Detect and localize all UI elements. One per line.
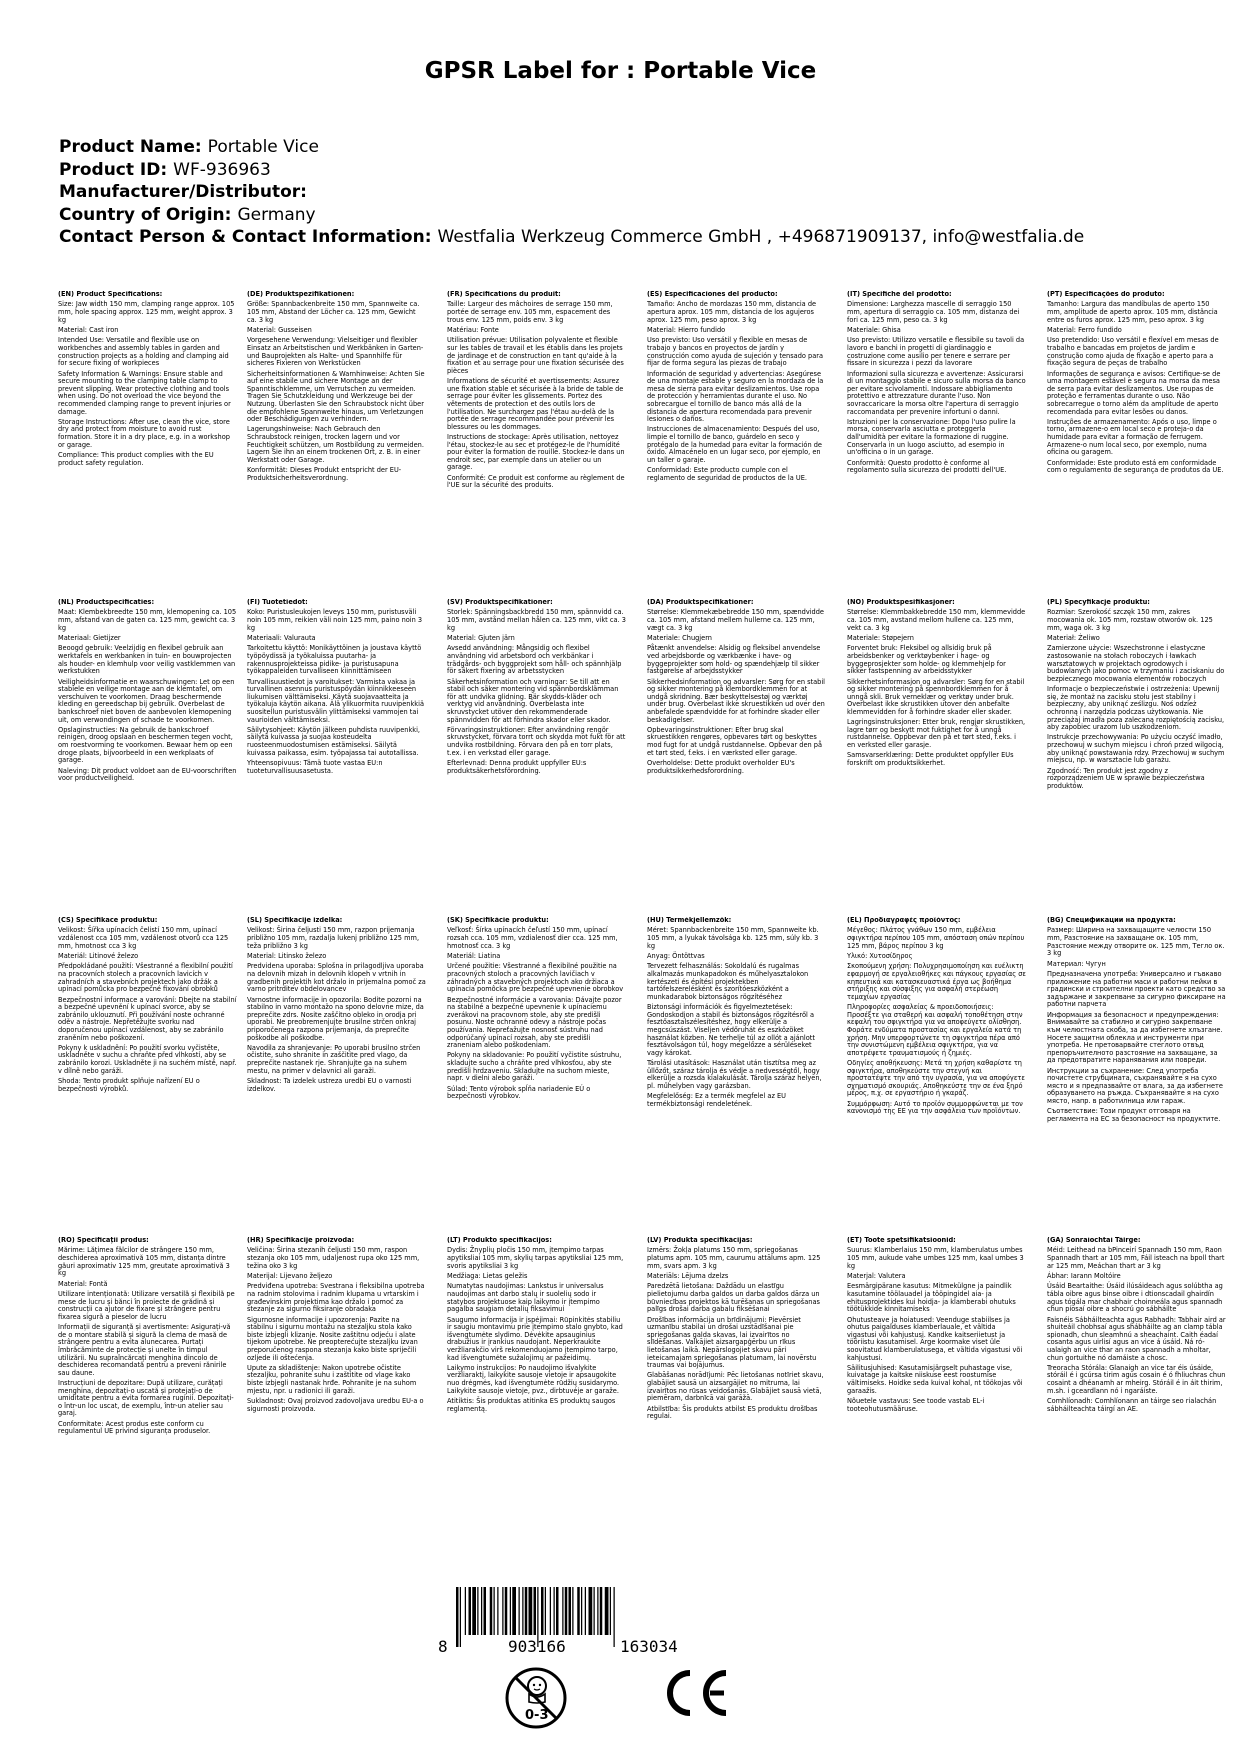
spec-block <box>447 599 626 778</box>
product-info-value: Portable Vice <box>207 137 319 157</box>
spec-paragraph: Upute za skladištenje: Nakon upotrebe očistite stezaljku, pohranite suhu i zaštitite od vlage kako biste izbjegli nastanak hrđe. Pohranite je na suhom mjestu, npr. u radionici ili garaži. <box>247 1363 417 1395</box>
spec-paragraph: Предназначена употреба: Универсално и гъвкаво приложение на работни маси и работни пейки в градински и строителни проекти като средство за задържане и закрепване за сигурно фиксиране на работни парчета <box>1047 969 1226 1009</box>
barcode-bar <box>529 1587 533 1635</box>
spec-block <box>847 1237 1026 1416</box>
spec-paragraph: Materiál: Liatina <box>447 951 501 960</box>
spec-paragraph: Koko: Puristusleukojen leveys 150 mm, puristusväli noin 105 mm, reikien väli noin 125 mm, paino noin 3 kg <box>247 608 423 632</box>
spec-paragraph: Sikkerhetsinformasjon og advarsler: Sørg for en stabil og sikker montering på spennbordklemmen for å unngå skli. Bruk verneklær og verktøy under bruk. Overbelast ikke skrustikken utover den anbefalte klemmevidden for å forhindre skader eller skader. <box>847 677 1025 716</box>
spec-paragraph: Materiale: Støpejern <box>847 633 914 642</box>
spec-paragraph: Předpokládané použití: Všestranné a flexibilní použití na pracovních stolech a pracovních lavicích v zahradních a stavebních projektech jako držák a upínací pomůcka pro bezpečné fixování obrobků <box>58 962 233 994</box>
spec-paragraph: Material: Ferro fundido <box>1047 325 1122 334</box>
spec-paragraph: Инструкции за съхранение: След употреба почистете струбцината, съхранявайте я на сухо място и я предпазвайте от влага, за да избегнете образуването на ръжда. Съхранявайте я на сухо място, напр. в работилница или гараж. <box>1047 1066 1223 1106</box>
spec-block-title: (HR) Specifikacije proizvoda: <box>247 1237 355 1244</box>
spec-paragraph: Izmērs: Žokļa platums 150 mm, spriegošanas platums apm. 105 mm, caurumu attālums apm. 125 mm, svars apm. 3 kg <box>647 1246 821 1270</box>
barcode-group-1: 903166 <box>508 1637 566 1656</box>
spec-paragraph: Säilytysohjeet: Käytön jälkeen puhdista ruuvipenkki, säilytä kuivassa ja suojaa kosteudelta ruosteenmuodostumisen estämiseksi. Säilytä kuivassa paikassa, esim. työpajassa tai autotallissa. <box>247 725 421 757</box>
barcode-bar <box>534 1587 537 1635</box>
spec-paragraph: Tarkoitettu käyttö: Monikäyttöinen ja joustava käyttö työpöydissä ja työkaluissa puutarha- ja rakennusprojekteissa pidike- ja puristusapuna työkappaleiden turvalliseen kiinnittämiseen <box>247 644 422 676</box>
spec-paragraph: Suurus: Klamberlaius 150 mm, klamberulatus umbes 105 mm, aukude vahe umbes 125 mm, kaal umbes 3 kg <box>847 1246 1024 1270</box>
spec-block <box>447 917 626 1104</box>
barcode-bar <box>522 1587 523 1635</box>
spec-paragraph: Storage Instructions: After use, clean the vice, store dry and protect from moisture to avoid rust formation. Store it in a dry place, e.g. in a workshop or garage. <box>58 417 230 449</box>
spec-paragraph: Shoda: Tento produkt splňuje nařízení EU o bezpečnosti výrobků. <box>58 1077 200 1093</box>
spec-paragraph: Instruções de armazenamento: Após o uso, limpe o torno, armazene-o em local seco e proteja-o da humidade para evitar a formação de ferrugem. Armazene-o num local seco, por exemplo, numa oficina ou garagem. <box>1047 417 1217 457</box>
product-info-row <box>59 181 1209 204</box>
spec-block-title: (GA) Sonraíochtaí Táirge: <box>1047 1237 1141 1244</box>
spec-paragraph: Avsedd användning: Mångsidig och flexibel användning vid arbetsbord och verkbänkar i trädgårds- och byggprojekt som håll- och spännhjälp för säkert fixering av arbetsstycken <box>447 644 622 676</box>
spec-block <box>647 1237 826 1424</box>
spec-block-title: (CS) Specifikace produktu: <box>58 917 158 924</box>
spec-paragraph: Predviđena upotreba: Svestrana i fleksibilna upotreba na radnim stolovima i radnim klupama u vrtarskim i građevinskim projektima kao držalo i pomoć za stezanje za sigurno fiksiranje obradaka <box>247 1282 425 1314</box>
spec-paragraph: Sukladnost: Ovaj proizvod zadovoljava uredbu EU-a o sigurnosti proizvoda. <box>247 1397 424 1413</box>
spec-paragraph: Zamierzone użycie: Wszechstronne i elastyczne zastosowanie na stołach roboczych i ławkach warsztatowych w projektach ogrodowych i budowlanych jako pomoc w trzymaniu i zaciskaniu do bezpiecznego mocowania elementów roboczych <box>1047 644 1225 683</box>
barcode-bar <box>477 1587 478 1635</box>
spec-block <box>1047 917 1226 1126</box>
barcode-bar <box>550 1587 551 1635</box>
barcode-bar <box>545 1587 546 1635</box>
spec-block-title: (EN) Product Specifications: <box>58 291 163 298</box>
spec-paragraph: Istruzioni per la conservazione: Dopo l'uso pulire la morsa, conservarla asciutta e proteggerla dall'umidità per evitare la formazione di ruggine. Conservarla in un luogo asciutto, ad esempio in un'officina o in un garage. <box>847 417 1016 457</box>
spec-paragraph: Opbevaringsinstruktioner: Efter brug skal skruestikken rengøres, opbevares tørt og beskyttes mod fugt for at undgå rustdannelse. Opbevar den på et tørt sted, f.eks. i en værksted eller garage. <box>647 725 823 757</box>
spec-paragraph: Sicherheitsinformationen & Warnhinweise: Achten Sie auf eine stabile und sichere Montage an der Spanntischklemme, um Verrutschen zu vermeiden. Tragen Sie Schutzkleidung und Werkzeuge bei der Nutzung. Überlasten Sie den Schraubstock nicht über die empfohlene Spannweite hinaus, um Verletzungen oder Beschädigungen zu verhindern. <box>247 369 425 424</box>
spec-paragraph: Instrucțiuni de depozitare: După utilizare, curățați menghina, depozitați-o uscată și protejați-o de umiditate pentru a evita formarea ruginii. Depozitați-o într-un loc uscat, de exemplu, într-un atelier sau garaj. <box>58 1379 234 1418</box>
spec-block-title: (DA) Produktspecifikationer: <box>647 599 754 606</box>
barcode-digit-first: 8 <box>438 1637 448 1656</box>
product-info-row <box>59 204 1209 227</box>
product-info-row <box>59 136 1209 159</box>
spec-paragraph: Eesmärgipärane kasutus: Mitmekülgne ja paindlik kasutamine töölauadel ja tööpingidel aia- ja ehitusprojektides kui hoidja- ja klamberabi ohutuks töötükkide kinnitamiseks <box>847 1282 1016 1314</box>
spec-block <box>847 599 1026 770</box>
spec-paragraph: Beoogd gebruik: Veelzijdig en flexibel gebruik aan werktafels en werkbanken in tuin- en bouwprojecten als houder- en klemhulp voor veilig vastklemmen van werkstukken <box>58 644 236 676</box>
spec-paragraph: Tervezett felhasználás: Sokoldalú és rugalmas alkalmazás munkapadokon és műhelyasztalokon kertészeti és építési projektekben tartófelszerelésként és szorítóeszközként a munkadarabok biztonságos rögzítéséhez <box>647 962 809 1001</box>
spec-block-title: (ET) Toote spetsifikatsioonid: <box>847 1237 956 1244</box>
product-info-label: Country of Origin: <box>59 204 232 225</box>
spec-block-title: (FR) Spécifications du produit: <box>447 291 561 298</box>
spec-paragraph: Conformidade: Este produto está em conformidade com o regulamento de segurança de produtos da UE. <box>1047 458 1224 475</box>
spec-block-title: (IT) Specifiche del prodotto: <box>847 291 952 298</box>
spec-paragraph: Biztonsági információk és figyelmeztetések: Gondoskodjon a stabil és biztonságos rögzítésről a fesztőasztalszélesítéshez, hogy elkerülje a megcsúszást. Viseljen védőruhát és eszközöket használat közben. Ne terhelje túl az ollót a ajánlott fesztávolságon túl, hogy megelőzze a sérüléseket vagy károkat. <box>647 1003 815 1057</box>
spec-block-title: (FI) Tuotetiedot: <box>247 599 308 606</box>
barcode-bar <box>600 1587 603 1635</box>
product-info-value: Westfalia Werkzeug Commerce GmbH , +496871909137, info@westfalia.de <box>437 227 1085 247</box>
barcode-bar <box>562 1587 563 1635</box>
spec-paragraph: Υλικό: Χυτοσίδηρος <box>847 951 913 960</box>
spec-paragraph: Efterlevnad: Denna produkt uppfyller EU:s produktsäkerhetsförordning. <box>447 759 587 775</box>
spec-paragraph: Úsáid Beartaithe: Úsáid ilúsáideach agus solúbtha ag tábla oibre agus binse oibre i dtionscadail ghairdín agus tógála mar chabhair choinneála agus spannadh chun píosaí oibre a shocrú go sábháilte <box>1047 1282 1223 1314</box>
spec-paragraph: Safety Information & Warnings: Ensure stable and secure mounting to the clamping table clamp to prevent slipping. Wear protective clothing and tools when using. Do not overload the vice beyond the recommended clamping range to prevent injuries or damage. <box>58 369 231 416</box>
spec-paragraph: Velikost: Širina čeljusti 150 mm, razpon prijemanja približno 105 mm, razdalja lukenj približno 125 mm, teža približno 3 kg <box>247 926 420 950</box>
spec-block-title: (BG) Спецификации на продукта: <box>1047 917 1176 924</box>
spec-paragraph: Tamanho: Largura das mandíbulas de aperto 150 mm, amplitude de aperto aprox. 105 mm, distância entre os furos aprox. 125 mm, peso aprox. 3 kg <box>1047 300 1218 324</box>
spec-paragraph: Πληροφορίες ασφαλείας & προειδοποιήσεις: Προσέξτε για σταθερή και ασφαλή τοποθέτηση στην κεφαλή του σφιγκτήρα για να αποφεύγετε ολίσθηση. Φοράτε ενδύματα προστασίας και εργαλεία κατά τη χρήση. Μην υπερφορτώνετε τη σφιγκτήρα πέρα από την συνιστώμενη εμβέλεια σφιγκτήρα, για να αποτρέψετε τραυματισμούς ή ζημιές. <box>847 1003 1023 1057</box>
spec-paragraph: Materiaali: Valurauta <box>247 633 316 642</box>
spec-block <box>1047 1237 1226 1416</box>
spec-paragraph: Instrukcje przechowywania: Po użyciu oczyść imadło, przechowuj w suchym miejscu i chroń przed wilgocią, aby uniknąć powstawania rdzy. Przechowuj w suchym miejscu, np. w warsztacie lub garażu. <box>1047 733 1225 765</box>
spec-paragraph: Méid: Leithead na bPinceirí Spannadh 150 mm, Raon Spannadh thart ar 105 mm, Fáil isteach na bpoll thart ar 125 mm, Meáchan thart ar 3 kg <box>1047 1246 1225 1270</box>
product-info <box>59 136 1209 249</box>
spec-block-title: (NL) Productspecificaties: <box>58 599 155 606</box>
spec-paragraph: Samsvarserklæring: Dette produktet oppfyller EUs forskrift om produktsikkerhet. <box>847 751 1014 768</box>
spec-paragraph: Materiál: Litinové železo <box>58 951 139 960</box>
spec-paragraph: Faisnéis Sábháilteachta agus Rabhadh: Tabhair aird ar shuiteáil chobhsaí agus shábháilte ag an clamp tábla spionadh, chun sleamhnú a sheachaint. Caith éadaí cosanta agus uirlisí agus an vice á úsáid. Ná ró-ualaigh an vice thar an raon spannadh a mholtar, chun gortuithe nó damáiste a chosc. <box>1047 1315 1226 1362</box>
spec-paragraph: Säilitusjuhised: Kasutamisjärgselt puhastage vise, kuivatage ja kaitske niiskuse eest roostumise vältimiseks. Hoidke seda kuival kohal, nt töökojas või garaažis. <box>847 1363 1023 1395</box>
spec-paragraph: Utilizare intenționată: Utilizare versatilă și flexibilă pe mese de lucru și bănci în proiecte de grădină și construcții ca ajutor de fixare și strângere pentru fixarea sigură a pieselor de lucru <box>58 1289 235 1321</box>
ce-mark-icon <box>660 1668 730 1718</box>
spec-paragraph: Vorgesehene Verwendung: Vielseitiger und flexibler Einsatz an Arbeitstischen und Werkbänken in Garten- und Bauprojekten als Halte- und Spannhilfe für sicheres Fixieren von Werkstücken <box>247 336 424 368</box>
spec-block-title: (PL) Specyfikacje produktu: <box>1047 599 1150 606</box>
spec-paragraph: Opslaginstructies: Na gebruik de bankschroef reinigen, droog opslaan en beschermen tegen vocht, om roestvorming te voorkomen. Bewaar hem op een droge plaats, bijvoorbeeld in een werkplaats of garage. <box>58 725 233 765</box>
barcode-bar <box>589 1587 593 1635</box>
barcode-bar <box>519 1587 520 1635</box>
spec-block <box>247 291 426 485</box>
spec-block <box>58 917 237 1096</box>
spec-paragraph: Utilisation prévue: Utilisation polyvalente et flexible sur les tables de travail et les établis dans les projets de jardinage et de construction en tant qu'aide à la fixation et au serrage pour une fixation sécurisée des pièces <box>447 336 624 375</box>
spec-paragraph: Conformità: Questo prodotto è conforme al regolamento sulla sicurezza dei prodotti dell'UE. <box>847 458 1007 475</box>
spec-block-title: (HU) Termékjellemzők: <box>647 917 732 924</box>
spec-block <box>58 291 237 470</box>
barcode-bar <box>469 1587 472 1635</box>
spec-paragraph: Glabāšanas norādījumi: Pēc lietošanas notīriet skavu, glabājiet sausā un aizsargājiet no mitruma, lai izvairītos no rūsas veidošanās. Glabājiet sausā vietā, piemēram, darbnīcā vai garāžā. <box>647 1371 824 1403</box>
spec-paragraph: Materiale: Chugjern <box>647 633 712 642</box>
spec-block <box>58 1237 237 1439</box>
barcode-bar <box>510 1587 511 1635</box>
spec-paragraph: Konformität: Dieses Produkt entspricht der EU-Produktsicherheitsverordnung. <box>247 466 402 482</box>
spec-paragraph: Compliance: This product complies with the EU product safety regulation. <box>58 451 214 467</box>
barcode-bar <box>505 1587 508 1635</box>
spec-paragraph: Material: Hierro fundido <box>647 325 726 334</box>
product-info-label: Product ID: <box>59 159 168 180</box>
spec-paragraph: Størrelse: Klemmbakkebredde 150 mm, klemmevidde ca. 105 mm, avstand mellom hullene ca. 125 mm, vekt ca. 3 kg <box>847 608 1026 632</box>
barcode-bar <box>610 1587 611 1635</box>
spec-block-title: (SV) Produktspecifikationer: <box>447 599 553 606</box>
spec-paragraph: Atitiktis: Šis produktas atitinka ES produktų saugos reglamentą. <box>447 1397 616 1413</box>
spec-paragraph: Instrucciones de almacenamiento: Después del uso, limpie el tornillo de banco, guárdelo en seco y protégalo de la humedad para evitar la formación de óxido. Almacénelo en un lugar seco, por ejemplo, en un taller o garaje. <box>647 425 822 464</box>
barcode-bar <box>502 1587 503 1635</box>
spec-paragraph: Dydis: Žnyplių pločis 150 mm, įtempimo tarpas apytiksliai 105 mm, skylių tarpas apytiksliai 125 mm, svoris apytiksliai 3 kg <box>447 1246 624 1270</box>
spec-block <box>447 291 626 493</box>
barcode-bar <box>572 1587 573 1635</box>
spec-paragraph: Materijal: Lijevano željezo <box>247 1271 333 1280</box>
spec-paragraph: Σκοπούμενη χρήση: Πολυχρησιμοποίηση και ευέλικτη εφαρμογή σε εργαλειοθήκες και πάγκους εργασίας σε κηπευτικά και κατασκευαστικά έργα ως βοήθημα στήριξης και σύσφιξης για ασφαλή στερέωση τεμαχίων εργασίας <box>847 962 1026 1001</box>
spec-paragraph: Zgodność: Ten produkt jest zgodny z rozporządzeniem UE w sprawie bezpieczeństwa produktów. <box>1047 766 1205 790</box>
spec-paragraph: Laikymo instrukcijos: Po naudojimo išvalykite veržliaraktį, laikykite sausoje vietoje ir apsaugokite nuo drėgmės, kad išvengtumėte rūdžių susidarymo. Laikykite sausoje vietoje, pvz., dirbtuvėje ar garaže. <box>447 1363 620 1395</box>
spec-block <box>847 291 1026 478</box>
spec-paragraph: Материал: Чугун <box>1047 959 1106 968</box>
spec-paragraph: Bezpečnostné informácie a varovania: Dávajte pozor na stabilné a bezpečné upevnenie k upínaciemu zverákovi na pracovnom stole, aby ste predišli posunu. Noste ochranné odevy a nástroje počas používania. Nepreťažujte nosnosť sústruhu nad odporúčaný upínací rozsah, aby ste predišli zraneniam alebo poškodeniam. <box>447 995 622 1050</box>
spec-paragraph: Uso previsto: Utilizzo versatile e flessibile su tavoli da lavoro e banchi in progetti di giardinaggio e costruzione come ausilio per tenere e serrare per fissare in sicurezza i pezzi da lavorare <box>847 336 1025 368</box>
spec-paragraph: Conformité: Ce produit est conforme au règlement de l'UE sur la sécurité des produits. <box>447 473 625 490</box>
spec-paragraph: Material: Gusseisen <box>247 325 312 334</box>
spec-paragraph: Dimensione: Larghezza mascelle di serraggio 150 mm, apertura di serraggio ca. 105 mm, distanza dei fori ca. 125 mm, peso ca. 3 kg <box>847 300 1020 324</box>
spec-paragraph: Οδηγίες αποθήκευσης: Μετά τη χρήση καθαρίστε τη σφιγκτήρα, αποθηκεύστε την στεγνή και προστατέψτε την από την υγρασία, για να αποφύγετε σχηματισμό σκουριάς. Αποθηκεύστε την σε ένα ξηρό μέρος, π.χ. σε εργαστήριο ή γκαράζ. <box>847 1059 1025 1098</box>
spec-paragraph: Информация за безопасност и предупреждения: Внимавайте за стабилно и сигурно закрепване към челюстната скоба, за да избегнете хлъзгане. Носете защитни облекла и инструменти при употреба. Не претоварвайте стеглото отвъд препоръчителното разстояние на захващане, за да предотвратите наранявания или повреди. <box>1047 1010 1223 1065</box>
spec-block-title: (LV) Produkta specifikācijas: <box>647 1237 753 1244</box>
spec-paragraph: Sigurnosne informacije i upozorenja: Pazite na stabilnu i sigurnu montažu na stezaljku stola kako biste izbjegli klizanje. Nosite zaštitnu odjeću i alate tijekom upotrebe. Ne preopterećujte stezaljku izvan preporučenog raspona stezanja kako biste spriječili ozljede ili oštećenja. <box>247 1315 418 1362</box>
spec-paragraph: Informações de segurança e avisos: Certifique-se de uma montagem estável e segura na morsa da mesa de serra para evitar deslizamentos. Use roupas de proteção e ferramentas durante o uso. Não sobrecarregue o torno além da amplitude de aperto recomendada para evitar lesões ou danos. <box>1047 369 1221 416</box>
spec-block <box>247 917 426 1096</box>
barcode-bar <box>465 1587 466 1635</box>
spec-paragraph: Instructions de stockage: Après utilisation, nettoyez l'étau, stockez-le au sec et protégez-le de l'humidité pour éviter la formation de rouille. Stockez-le dans un endroit sec, par exemple dans un atelier ou un garage. <box>447 433 625 472</box>
barcode-bar <box>585 1587 586 1635</box>
spec-paragraph: Съответствие: Този продукт отговаря на регламента на ЕС за безопасност на продуктите. <box>1047 1107 1221 1124</box>
spec-paragraph: Paredzētā lietošana: Daždādu un elastīgu pielietojumu darba galdos un darba galdos dārza un būvniecības projektos kā turēšanas un spriegošanas palīgs drošai darba gabalu fiksēšanai <box>647 1282 820 1314</box>
product-info-label: Contact Person & Contact Information: <box>59 227 432 247</box>
spec-paragraph: Tárolási utasítások: Használat után tisztítsa meg az üllőzőt, száraz tárolja és védje a nedvességtől, hogy elkerülje a rozsda kialakulását. Tárolja száraz helyen, pl. műhelyben vagy garázsban. <box>647 1059 822 1090</box>
barcode-bar <box>525 1587 528 1635</box>
spec-paragraph: Säkerhetsinformation och varningar: Se till att en stabil och säker montering vid spännbordsklämman för att undvika glidning. Bär skydds-kläder och verktyg vid användning. Överbelasta inte skruvstycket utöver den rekommenderade spännvidden för att förhindra skador eller skador. <box>447 677 619 724</box>
spec-paragraph: Treoracha Stórála: Glanaigh an vice tar éis úsáide, stóráil é i gcúrsa tirim agus cosain é ó fhliuchras chun cosaint a dhéanamh ar mheirg. Stóráil é in áit thirim, m.sh. i gceardlann nó i ngaráiste. <box>1047 1363 1226 1395</box>
spec-block-title: (ES) Especificaciones del producto: <box>647 291 778 298</box>
barcode-bar <box>594 1587 595 1635</box>
spec-paragraph: Informazioni sulla sicurezza e avvertenze: Assicurarsi di un montaggio stabile e sicuro sulla morsa da banco per evitare scivolamenti. Indossare abbigliamento protettivo e attrezzature durante l'uso. Non sovraccaricare la morsa oltre l'apertura di serraggio raccomandata per prevenire infortuni o danni. <box>847 369 1026 416</box>
spec-paragraph: Súlad: Tento výrobok spĺňa nariadenie EÚ o bezpečnosti výrobkov. <box>447 1084 591 1101</box>
barcode-bar <box>597 1587 598 1635</box>
spec-block-title: (PT) Especificações do produto: <box>1047 291 1165 298</box>
spec-paragraph: Varnostne informacije in opozorila: Bodite pozorni na stabilno in varno montažo na spono delovne mize, da preprečite zdrs. Nosite zaščitno obleko in orodja pri uporabi. Ne preobremenjujte brusilne strčen onkraj priporočenega razpona prijemanja, da preprečite poškodbe ali poškodbe. <box>247 995 424 1042</box>
spec-paragraph: Μέγεθος: Πλάτος γνάθων 150 mm, εμβέλεια σφιγκτήρα περίπου 105 mm, απόσταση οπών περίπου 125 mm, βάρος περίπου 3 kg <box>847 926 1025 950</box>
barcode-group-2: 163034 <box>620 1637 678 1656</box>
spec-block-title: (SL) Specifikacije izdelka: <box>247 917 343 924</box>
spec-paragraph: Predvidena uporaba: Splošna in prilagodljiva uporaba na delovnih mizah in delovnih klopeh v vrtnih in gradbenih projektih kot držalo in prijemalna pomoč za varno pritrditev obdelovancev <box>247 962 426 994</box>
spec-paragraph: Conformidad: Este producto cumple con el reglamento de seguridad de productos de la UE. <box>647 466 807 482</box>
spec-paragraph: Veličina: Širina stezanih čeljusti 150 mm, raspon stezanja oko 105 mm, udaljenost rupa oko 125 mm, težina oko 3 kg <box>247 1246 420 1270</box>
spec-block-title: (DE) Produktspezifikationen: <box>247 291 355 298</box>
spec-paragraph: Ohutusteave ja hoiatused: Veenduge stabiilses ja ohutus paigalduses klamberlauale, et vältida vigastusi või kahjustusi. Kandke kaitseriietust ja tööriistu kasutamisel. Ärge koormake viset üle soovitatud klamberulatusega, et vältida vigastusi või kahjustusi. <box>847 1315 1023 1362</box>
spec-paragraph: Comhlíonadh: Comhlíonann an táirge seo rialachán sábháilteachta táirgí an AE. <box>1047 1397 1217 1413</box>
spec-paragraph: Material: Gjuten järn <box>447 633 515 642</box>
spec-paragraph: Materiał: Żeliwo <box>1047 633 1100 642</box>
svg-text:0-3: 0-3 <box>525 1708 549 1723</box>
spec-block-title: (LT) Produkto specifikacijos: <box>447 1237 552 1244</box>
spec-block <box>247 599 426 778</box>
spec-paragraph: Určené použitie: Všestranné a flexibilné použitie na pracovných stoloch a pracovných lavičiach v záhradných a stavebných projektoch ako držiaca a upínacia pomôcka pre bezpečné upevnenie obrobkov <box>447 962 624 994</box>
spec-paragraph: Sikkerhedsinformation og advarsler: Sørg for en stabil og sikker montering på klembordklemmen for at undgå skridning. Bær beskyttelsestøj og værktøj under brug. Overbelast ikke skruestikken ud over den anbefalede spændvidde for at forhindre skader eller beskadigelser. <box>647 677 826 724</box>
spec-paragraph: Intended Use: Versatile and flexible use on workbenches and assembly tables in garden and construction projects as a holding and clamping aid for secure fixing of workpieces <box>58 336 229 368</box>
spec-paragraph: Drošības informācija un brīdinājumi: Pievērsiet uzmanību stabilai un drošai uzstādīšanai pie spriegošanas galda skavas, lai izvairītos no slīdēšanas. Valkājiet aizsargapģērbu un rīkus lietošanas laikā. Nepārslogojiet skavu pāri ieteicamajam spriegošanas platumam, lai novērstu traumas vai bojājumus. <box>647 1315 817 1370</box>
spec-paragraph: Turvallisuustiedot ja varoitukset: Varmista vakaa ja turvallinen asennus puristuspöydän kiinnikkeeseen liukumisen välttämiseksi. Käytä suojavaatteita ja työkaluja käytön aikana. Älä ylikuormita ruuvipenkkiä suositellun puristusvälin ylittämiseksi vammojen tai vaurioiden välttämiseksi. <box>247 677 424 724</box>
spec-paragraph: Tamaño: Ancho de mordazas 150 mm, distancia de apertura aprox. 105 mm, distancia de los agujeros aprox. 125 mm, peso aprox. 3 kg <box>647 300 817 324</box>
spec-paragraph: Materiāls: Lējuma dzelzs <box>647 1271 729 1280</box>
spec-block <box>847 917 1026 1119</box>
barcode-bar <box>512 1587 516 1635</box>
spec-paragraph: Numatytas naudojimas: Lankstus ir universalus naudojimas ant darbo stalų ir suolelių sodo ir statybos projektuose kaip laikymo ir įtempimo pagalba saugiam detalių fiksavimui <box>447 1282 604 1314</box>
spec-paragraph: Información de seguridad y advertencias: Asegúrese de una montaje estable y seguro en la mordaza de la mesa de sierra para evitar deslizamientos. Use ropa de protección y herramientas durante el uso. No sobrecargue el tornillo de banco más allá de la distancia de apertura recomendada para prevenir lesiones o daños. <box>647 369 824 424</box>
spec-paragraph: Skladnost: Ta izdelek ustreza uredbi EU o varnosti izdelkov. <box>247 1077 412 1093</box>
spec-paragraph: Maat: Klembekbreedte 150 mm, klemopening ca. 105 mm, afstand van de gaten ca. 125 mm, gewicht ca. 3 kg <box>58 608 237 632</box>
spec-paragraph: Materiale: Ghisa <box>847 325 901 334</box>
spec-block <box>1047 599 1226 793</box>
spec-paragraph: Bezpečnostní informace a varování: Dbejte na stabilní a bezpečné upevnění k upínací svorce, aby se zabránilo uklouznutí. Při používání noste ochranné oděv a nástroje. Nepřetěžujte svorku nad doporučenou upínací vzdálenost, aby se zabránilo zraněním nebo poškození. <box>58 995 237 1042</box>
spec-paragraph: Veľkosť: Šírka upínacích čeľustí 150 mm, upínací rozsah cca. 105 mm, vzdialenosť dier cca. 125 mm, hmotnosť cca. 3 kg <box>447 926 618 950</box>
spec-paragraph: Navodila za shranjevanje: Po uporabi brusilno strčen očistite, suho shranite in zaščitite pred vlago, da preprečite nastanek rje. Shranjujte ga na suhem mestu, na primer v delavnici ali garaži. <box>247 1043 421 1075</box>
barcode-bar <box>490 1587 493 1635</box>
spec-block <box>647 291 826 485</box>
spec-paragraph: Pokyny k uskladnění: Po použití svorku vyčistěte, uskladněte v suchu a chraňte před vlhkostí, aby se zabránilo korozi. Uskladněte ji na suchém místě, např. v dílně nebo garáži. <box>58 1043 237 1075</box>
product-info-label: Manufacturer/Distributor: <box>59 182 307 202</box>
barcode-bar <box>481 1587 482 1635</box>
spec-paragraph: Размер: Ширина на захващащите челюсти 150 mm, Разстояние на захващане ок. 105 mm, Разстояние между отворите ок. 125 mm, Тегло ок. 3 kg <box>1047 926 1225 958</box>
page-title: GPSR Label for : Portable Vice <box>424 58 817 84</box>
spec-paragraph: Informacje o bezpieczeństwie i ostrzeżenia: Upewnij się, że montaż na zacisku stołu jest stabilny i bezpieczny, aby uniknąć ześlizgu. Noś odzież ochronną i narzędzia podczas użytkowania. Nie przeciążaj imadła poza zalecaną rozpiętością zacisku, aby zapobiec urazom lub uszkodzeniom. <box>1047 685 1225 732</box>
spec-paragraph: Material: Cast iron <box>58 325 119 334</box>
spec-paragraph: Forventet bruk: Fleksibel og allsidig bruk på arbeidsbenker og verktøybenker i hage- og byggeprosjekter som holde- og klemmehjelp for sikker fastspenning av arbeidsstykker <box>847 644 1006 676</box>
spec-block-title: (NO) Produktspesifikasjoner: <box>847 599 955 606</box>
spec-paragraph: Matériau: Fonte <box>447 325 499 334</box>
product-info-value: Germany <box>237 204 316 225</box>
product-info-row <box>59 226 1209 249</box>
barcode-bar <box>497 1587 498 1635</box>
spec-paragraph: Συμμόρφωση: Αυτό το προϊόν συμμορφώνεται με τον κανονισμό της ΕΕ για την ασφάλεια των προϊόντων. <box>847 1099 1023 1116</box>
spec-paragraph: Rozmiar: Szerokość szczęk 150 mm, zakres mocowania ok. 105 mm, rozstaw otworów ok. 125 mm, waga ok. 3 kg <box>1047 608 1213 632</box>
spec-paragraph: Veiligheidsinformatie en waarschuwingen: Let op een stabiele en veilige montage aan de klemtafel, om verschuiven te voorkomen. Draag beschermende kleding en gereedschap bij gebruik. Overbelast de bankschroef niet boven de aanbevolen klemopening uit, om verwondingen of schade te voorkomen. <box>58 677 235 724</box>
spec-paragraph: Size: Jaw width 150 mm, clamping range approx. 105 mm, hole spacing approx. 125 mm, weight approx. 3 kg <box>58 300 235 324</box>
spec-paragraph: Informații de siguranță și avertismente: Asigurați-vă de o montare stabilă și sigură la clema de masă de strângere pentru a evita alunecarea. Purtați îmbrăcăminte de protecție și unelte în timpul utilizării. Nu supraîncărcați menghina dincolo de deschiderea recomandată pentru a preveni rănirile sau daune. <box>58 1323 231 1377</box>
barcode-bar <box>494 1587 495 1635</box>
spec-block-title: (SK) Špecifikácie produktu: <box>447 917 549 924</box>
barcode-bar <box>541 1587 544 1635</box>
spec-paragraph: Storlek: Spänningsbackbredd 150 mm, spännvidd ca. 105 mm, avstånd mellan hålen ca. 125 mm, vikt ca. 3 kg <box>447 608 626 632</box>
product-info-label: Product Name: <box>59 137 202 157</box>
spec-block <box>447 1237 626 1416</box>
spec-block-title: (RO) Specificații produs: <box>58 1237 149 1244</box>
spec-paragraph: Pokyny na skladovanie: Po použití vyčistite sústruhu, skladujte sucho a chráňte pred vlhkosťou, aby ste predišli hrdzaveniu. Skladujte na suchom mieste, napr. v dielni alebo garáži. <box>447 1051 622 1083</box>
spec-paragraph: Megfelelőség: Ez a termék megfelel az EU termékbiztonsági rendeletének. <box>647 1092 786 1108</box>
product-info-value: WF-936963 <box>173 159 271 180</box>
spec-paragraph: Medžiaga: Lietas geležis <box>447 1271 528 1280</box>
spec-block <box>247 1237 426 1416</box>
barcode-bar <box>556 1587 559 1635</box>
spec-paragraph: Nõuetele vastavus: See toode vastab EL-i tooteohutusmääruse. <box>847 1397 985 1413</box>
spec-paragraph: Uso pretendido: Uso versátil e flexível em mesas de trabalho e bancadas em projetos de jardim e construção como ajuda de fixação e aperto para a fixação segura de peças de trabalho <box>1047 336 1219 368</box>
spec-block <box>58 599 237 786</box>
spec-paragraph: Taille: Largeur des mâchoires de serrage 150 mm, portée de serrage env. 105 mm, espacement des trous env. 125 mm, poids env. 3 kg <box>447 300 613 324</box>
spec-paragraph: Material: Litinsko železo <box>247 951 327 960</box>
spec-paragraph: Größe: Spannbackenbreite 150 mm, Spannweite ca. 105 mm, Abstand der Löcher ca. 125 mm, Gewicht ca. 3 kg <box>247 300 420 324</box>
spec-block <box>647 917 826 1111</box>
spec-paragraph: Anyag: Öntöttvas <box>647 951 705 960</box>
barcode-bar <box>565 1587 568 1635</box>
spec-paragraph: Ábhar: Iarann Moltóire <box>1047 1271 1121 1280</box>
spec-block <box>1047 291 1226 478</box>
barcode-bar <box>569 1587 572 1635</box>
spec-paragraph: Atbilstība: Šis produkts atbilst ES produktu drošības regulai. <box>647 1404 818 1421</box>
spec-paragraph: Conformitate: Acest produs este conform cu regulamentul UE privind siguranța produselor. <box>58 1419 211 1436</box>
spec-block-title: (EL) Προδιαγραφές προϊόντος: <box>847 917 961 924</box>
spec-paragraph: Informations de sécurité et avertissements: Assurez une fixation stable et sécurisée à la bride de table de serrage pour éviter les glissements. Portez des vêtements de protection et des outils lors de l'utilisation. Ne surchargez pas l'étau au-delà de la portée de serrage recommandée pour prévenir les blessures ou les dommages. <box>447 377 624 431</box>
spec-paragraph: Materjal: Valutera <box>847 1271 906 1280</box>
spec-paragraph: Overholdelse: Dette produkt overholder EU's produktsikkerhedsforordning. <box>647 759 795 775</box>
spec-block <box>647 599 826 778</box>
spec-paragraph: Velikost: Šířka upínacích čelistí 150 mm, upínací vzdálenost cca 105 mm, vzdálenost otvorů cca 125 mm, hmotnost cca 3 kg <box>58 926 229 950</box>
spec-paragraph: Påtænkt anvendelse: Alsidig og fleksibel anvendelse ved arbejdsborde og værkbænke i have- og byggeprojekter som hold- og spændehjælp til sikker fastgørelse af arbejdsstykker <box>647 644 821 676</box>
barcode-bar <box>577 1587 580 1635</box>
spec-paragraph: Förvaringsinstruktioner: Efter användning rengör skruvstycket, förvara torrt och skydda mot fukt för att undvika rostbildning. Förvara den på en torr plats, t.ex. i en verkstad eller garage. <box>447 725 626 757</box>
spec-paragraph: Materiaal: Gietijzer <box>58 633 121 642</box>
spec-paragraph: Material: Fontă <box>58 1279 108 1288</box>
spec-paragraph: Størrelse: Klemmekæbebredde 150 mm, spændvidde ca. 105 mm, afstand mellem hullerne ca. 125 mm, vægt ca. 3 kg <box>647 608 824 632</box>
spec-paragraph: Uso previsto: Uso versátil y flexible en mesas de trabajo y bancos en proyectos de jardín y construcción como ayuda de sujeción y tensado para fijar de forma segura las piezas de trabajo <box>647 336 823 368</box>
spec-paragraph: Mărime: Lățimea fălcilor de strângere 150 mm, deschiderea aproximativă 105 mm, distanța dintre găuri aproximativ 125 mm, greutate aproximativă 3 kg <box>58 1246 230 1278</box>
spec-paragraph: Méret: Spannbackenbreite 150 mm, Spannweite kb. 105 mm, a lyukak távolsága kb. 125 mm, súly kb. 3 kg <box>647 926 819 950</box>
spec-paragraph: Lagerungshinweise: Nach Gebrauch den Schraubstock reinigen, trocken lagern und vor Feuchtigkeit schützen, um Rostbildung zu vermeiden. Lagern Sie ihn an einem trockenen Ort, z. B. in einer Werkstatt oder Garage. <box>247 425 424 464</box>
age-0-3-warning-icon <box>504 1664 568 1732</box>
spec-paragraph: Naleving: Dit product voldoet aan de EU-voorschriften voor productveiligheid. <box>58 766 237 783</box>
spec-paragraph: Saugumo informacija ir įspėjimai: Rūpinkitės stabiliu ir saugiu montavimu prie įtempimo stalo gnybto, kad išvengtumėte slydimo. Dėvėkite apsauginius drabužius ir įrankius naudojant. Neperkraukite veržliarakčio virš rekomenduojamo įtempimo tarpo, kad išvengtumėte sužalojimų ar pažeidimų. <box>447 1315 623 1362</box>
barcode-bar <box>605 1587 609 1635</box>
barcode-number <box>438 1637 698 1655</box>
product-info-row <box>59 159 1209 182</box>
barcode-bar <box>554 1587 555 1635</box>
barcode-bar <box>472 1587 476 1635</box>
spec-paragraph: Yhteensopivuus: Tämä tuote vastaa EU:n tuoteturvallisuusasetusta. <box>247 759 383 775</box>
barcode-bar <box>581 1587 582 1635</box>
barcode-bar <box>484 1587 487 1635</box>
spec-paragraph: Lagringsinstruksjoner: Etter bruk, rengjør skrustikken, lagre tørr og beskytt mot fuktighet for å unngå rustdannelse. Oppbevar den på et tørt sted, f.eks. i en verksted eller garasje. <box>847 718 1026 750</box>
